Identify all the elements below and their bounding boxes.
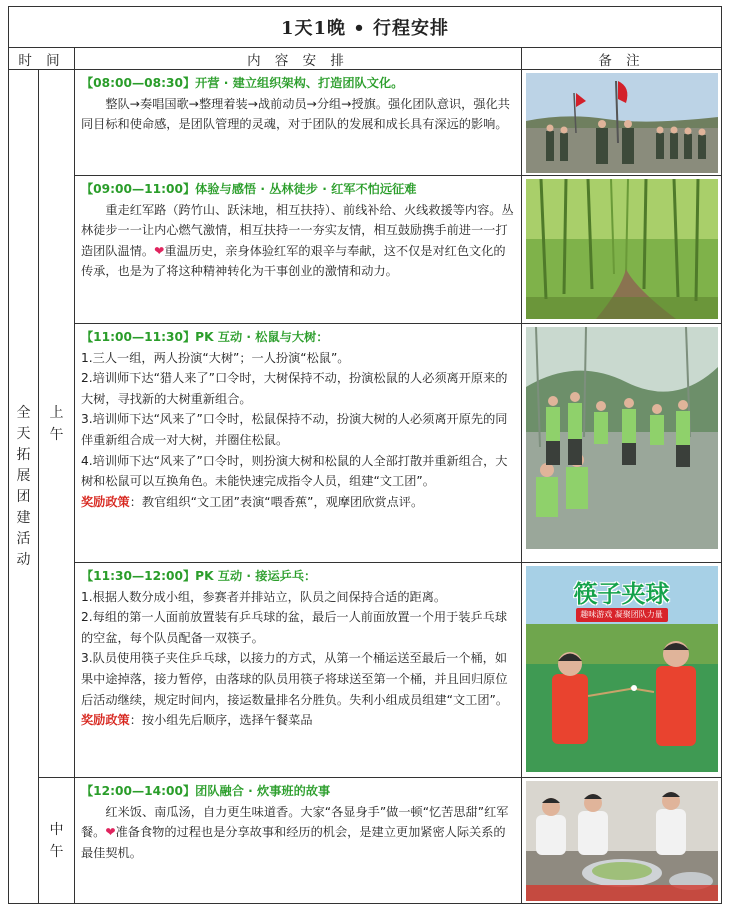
session-paragraph-extra: 准备食物的过程也是分享故事和经历的机会，是建立更加紧密人际关系的最佳契机。 <box>81 825 506 860</box>
session-time: 【09:00—11:00】 <box>81 182 196 196</box>
photo-cell <box>522 324 722 563</box>
session-title: PK 互动 · 接运乒乓： <box>195 569 317 583</box>
photo-squirrel-game <box>526 327 718 549</box>
period-noon <box>39 778 75 904</box>
session-item: 2.每组的第一人面前放置装有乒乓球的盆，最后一人前面放置一个用于装乒乓球的空盆，每个队员配备一双筷子。 <box>81 610 508 645</box>
vertical-char: 建 <box>16 509 31 526</box>
side-label-text <box>9 403 38 571</box>
noon-label-text <box>39 819 74 863</box>
reward-text: ：教官组织“文工团”表演“喂香蕉”，观摩团欣赏点评。 <box>129 494 424 509</box>
reward-line <box>81 710 515 731</box>
session-heading <box>81 327 515 348</box>
vertical-char: 上 <box>49 404 64 421</box>
session-title: PK 互动 · 松鼠与大树： <box>195 330 329 344</box>
photo-banner-subtitle: 趣味游戏 凝聚团队力量 <box>580 610 663 619</box>
morning-label-text <box>39 402 74 446</box>
session-time: 【11:30—12:00】 <box>81 569 196 583</box>
photo-cooking <box>526 781 718 901</box>
photo-chopsticks-game <box>526 566 718 772</box>
reward-label: 奖励政策 <box>81 713 130 728</box>
vertical-char: 拓 <box>16 446 31 463</box>
session-item: 1.根据人数分成小组，参赛者并排站立，队员之间保持合适的距离。 <box>81 589 447 604</box>
vertical-char: 团 <box>16 488 31 505</box>
session-title: 体验与感悟 · 丛林徒步 · 红军不怕远征难 <box>195 182 417 196</box>
reward-line <box>81 492 515 513</box>
schedule-table <box>8 6 722 904</box>
vertical-char: 午 <box>49 426 64 443</box>
heart-icon: ❤ <box>105 825 116 840</box>
photo-bamboo-forest <box>526 179 718 319</box>
session-paragraph-text: 红米饭、南瓜汤，自力更生味道香。大家“各显身手”做一顿“忆苦思甜”红军餐。 <box>81 804 509 840</box>
session-heading <box>81 73 515 94</box>
session-item: 3.培训师下达“风来了”口令时，松鼠保持不动，扮演大树的人必须离开原先的同伴重新组合成一对大树，并圈住松鼠。 <box>81 412 508 447</box>
header-content: 内 容 安 排 <box>75 48 522 70</box>
heart-icon: ❤ <box>154 243 165 258</box>
session-item: 3.队员使用筷子夹住乒乓球，以接力的方式，从第一个桶运送至最后一个桶，如果中途掉落，接力暂停，由落球的队员用筷子将球送至第一个桶，并且回归原位后活动继续，规定时间内，接运数量排名分胜负。失利小组成员组建“文工团”。 <box>81 651 509 707</box>
page-title: 1天1晚 • 行程安排 <box>9 7 722 48</box>
photo-cell <box>522 70 722 176</box>
vertical-char: 活 <box>16 530 31 547</box>
header-time: 时 间 <box>9 48 75 70</box>
session-cell <box>75 778 522 904</box>
session-cell <box>75 324 522 563</box>
vertical-char: 动 <box>16 551 31 568</box>
vertical-char: 午 <box>49 843 64 860</box>
schedule-sheet <box>8 6 721 904</box>
photo-flag-ceremony <box>526 73 718 173</box>
session-item: 4.培训师下达“风来了”口令时，则扮演大树和松鼠的人全部打散并重新组合，大树和松鼠可以互换角色。未能快速完成指令人员，组建“文工团”。 <box>81 453 508 489</box>
vertical-char: 展 <box>16 467 31 484</box>
session-item: 1.三人一组，两人扮演“大树”；一人扮演“松鼠”。 <box>81 350 350 365</box>
photo-cell <box>522 176 722 324</box>
session-cell <box>75 176 522 324</box>
photo-banner-title: 筷子夹球 <box>573 580 670 608</box>
photo-cell <box>522 563 722 778</box>
session-paragraph: 整队→奏唱国歌→整理着装→战前动员→分组→授旗。强化团队意识，强化共同目标和使命感，是团队管理的灵魂，对于团队的发展和成长具有深远的影响。 <box>81 96 510 132</box>
activity-side-label <box>9 70 39 904</box>
session-paragraph <box>81 200 515 282</box>
session-title: 开营 · 建立组织架构、打造团队文化。 <box>195 76 404 90</box>
session-time: 【08:00—08:30】 <box>81 76 196 90</box>
session-time: 【12:00—14:00】 <box>81 784 196 798</box>
vertical-char: 天 <box>16 425 31 442</box>
session-cell <box>75 70 522 176</box>
session-paragraph-extra: 重温历史，亲身体验红军的艰辛与奉献，这不仅是对红色文化的传承，也是为了将这种精神转化为干事创业的激情和动力。 <box>81 243 506 279</box>
session-time: 【11:00—11:30】 <box>81 330 196 344</box>
session-heading <box>81 781 515 802</box>
reward-label: 奖励政策 <box>81 494 130 509</box>
period-morning <box>39 70 75 778</box>
vertical-char: 中 <box>49 821 64 838</box>
session-paragraph-text: 重走红军路（跨竹山、跃沫地，相互扶持）、前线补给、火线救援等内容。丛林徒步一一让内心燃气激情，相互扶持一一夯实友情，相互鼓励携手前进一一打造团队温情。 <box>81 202 514 258</box>
photo-cell <box>522 778 722 904</box>
header-notes: 备 注 <box>522 48 722 70</box>
session-heading <box>81 566 515 587</box>
session-item: 2.培训师下达“猎人来了”口令时，大树保持不动，扮演松鼠的人必须离开原来的大树，寻找新的大树重新组合。 <box>81 371 508 406</box>
session-paragraph <box>81 802 515 864</box>
session-cell <box>75 563 522 778</box>
vertical-char: 全 <box>16 404 31 421</box>
reward-text: ：按小组先后顺序，选择午餐菜品 <box>129 713 313 728</box>
session-heading <box>81 179 515 200</box>
session-title: 团队融合 · 炊事班的故事 <box>195 784 331 798</box>
